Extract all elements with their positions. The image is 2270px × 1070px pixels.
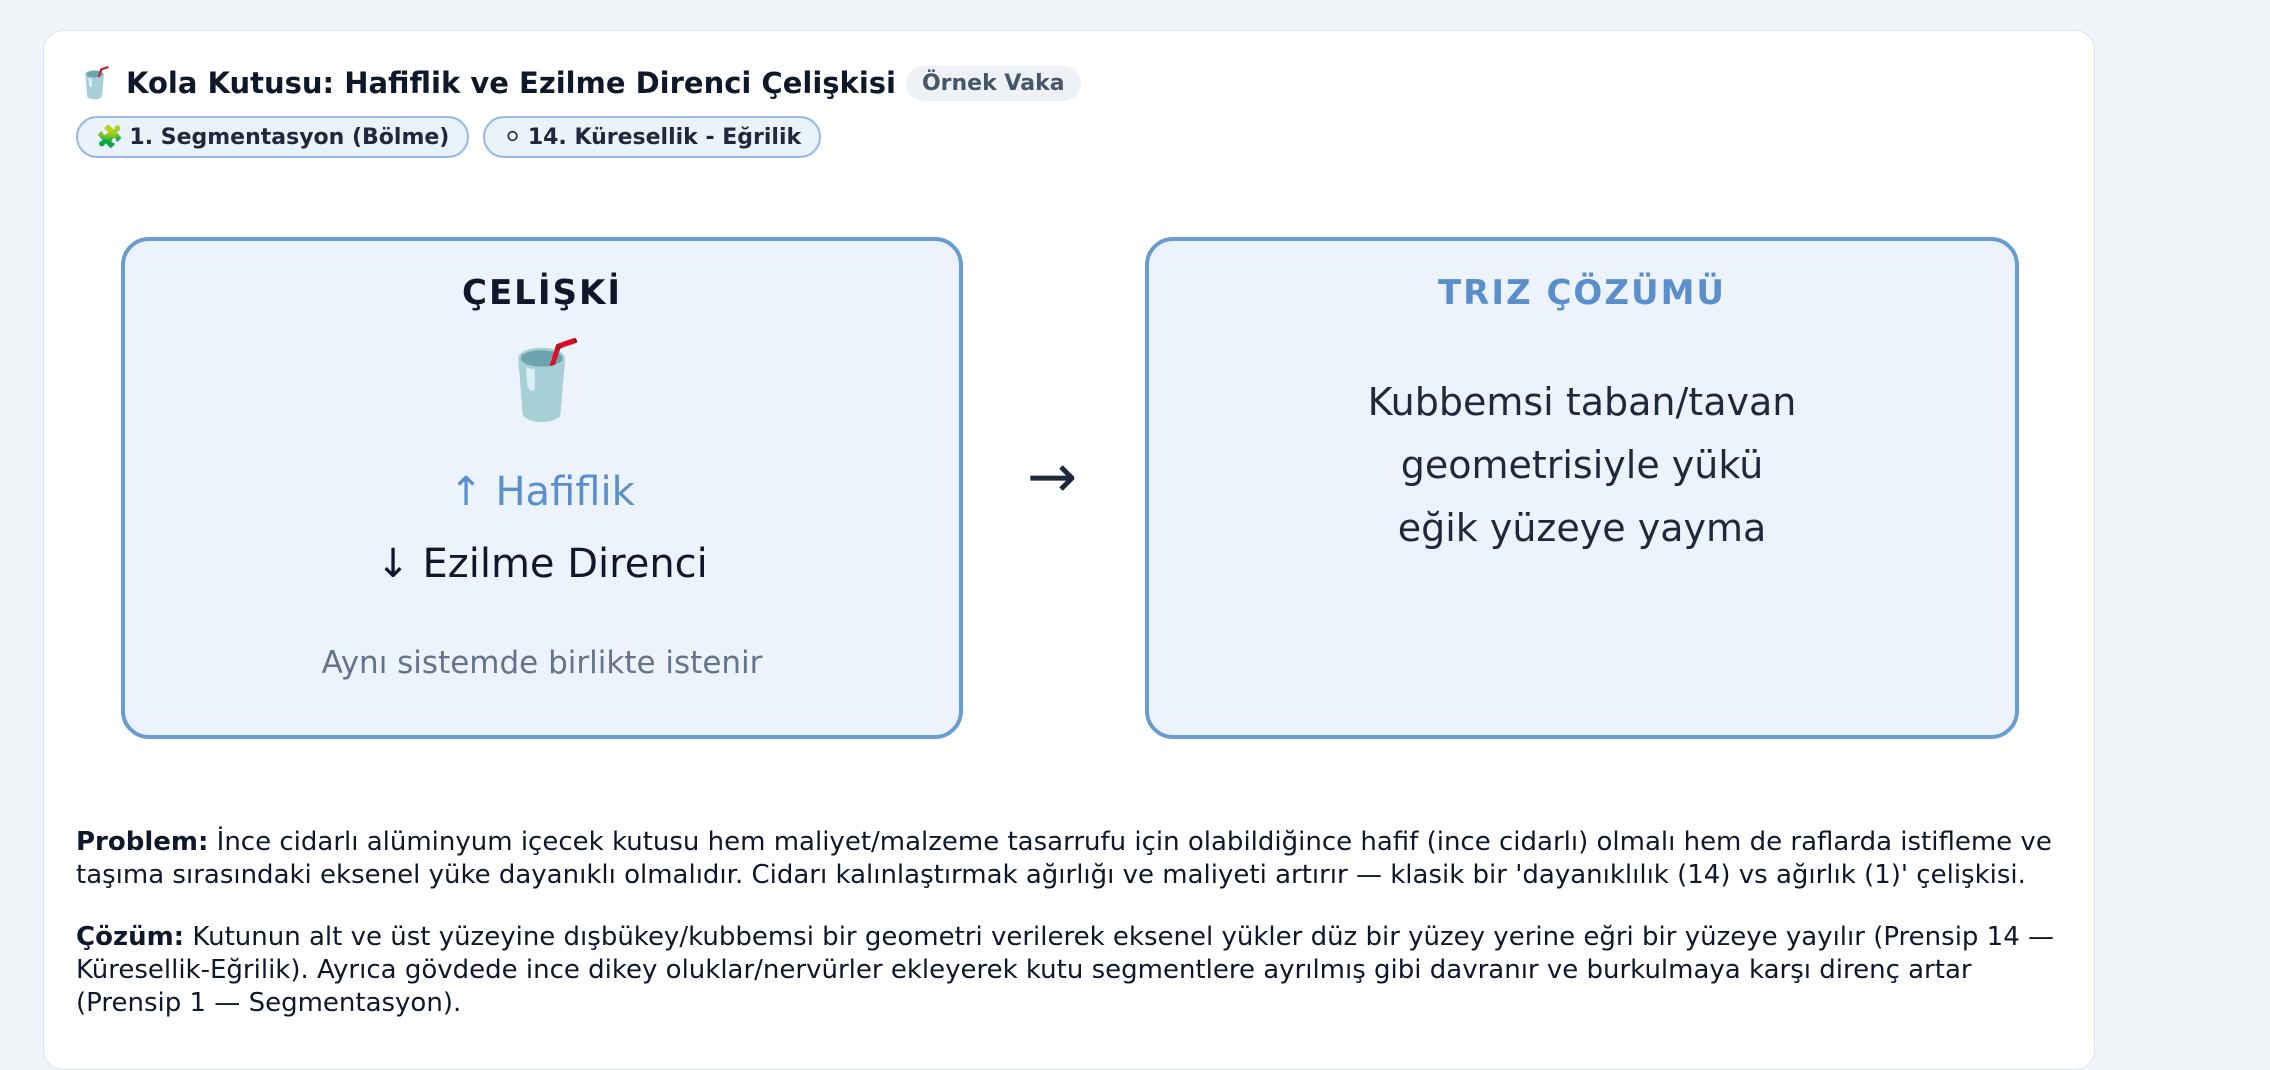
improving-parameter: ↑ Hafiflik <box>449 469 635 515</box>
triz-solution-box <box>1145 237 2019 739</box>
worsening-parameter: ↓ Ezilme Direnci <box>376 541 708 587</box>
triz-solution-heading: TRIZ ÇÖZÜMÜ <box>1437 273 1727 313</box>
solution-line: Kubbemsi taban/tavan <box>1367 380 1797 424</box>
case-title: Kola Kutusu: Hafiflik ve Ezilme Direnci Çelişkisi <box>126 66 896 100</box>
solution-line: geometrisiyle yükü <box>1400 443 1764 487</box>
problem-paragraph <box>76 826 2076 892</box>
contradiction-note: Aynı sistemde birlikte istenir <box>321 645 763 681</box>
principle-tags <box>76 116 835 158</box>
case-header <box>76 61 1081 105</box>
problem-label: Problem: <box>76 827 209 857</box>
principle-tag-sphericity[interactable] <box>483 116 821 158</box>
soda-cup-icon: 🥤 <box>76 65 114 101</box>
principle-tag-label: 14. Küresellik - Eğrilik <box>527 124 802 150</box>
problem-text: İnce cidarlı alüminyum içecek kutusu hem maliyet/malzeme tasarrufu için olabildiğince hafif (ince cidarlı) olmalı hem de raflarda istifleme ve taşıma sırasındaki eksenel yüke dayanıklı olmalıdır. Cidarı kalınlaştırmak ağırlığı ve maliyeti artırır — klasik bir 'dayanıklılık (14) vs ağırlık (1)' çelişkisi. <box>76 827 2052 890</box>
solution-label: Çözüm: <box>76 922 185 952</box>
solution-text: Kutunun alt ve üst yüzeyine dışbükey/kubbemsi bir geometri verilerek eksenel yükler düz bir yüzey yerine eğri bir yüzeye yayılır (Prensip 14 — Küresellik-Eğrilik). Ayrıca gövdede ince dikey oluklar/nervürler ekleyerek kutu segmentlere ayrılmış gibi davranır ve burkulmaya karşı direnç artar (Prensip 1 — Segmentasyon). <box>76 922 2055 1018</box>
white-circle-icon: ⚪ <box>503 124 522 150</box>
soda-cup-icon: 🥤 <box>494 335 590 424</box>
principle-tag-segmentation[interactable] <box>76 116 469 158</box>
arrow-right-icon: → <box>1026 442 1078 512</box>
puzzle-piece-icon: 🧩 <box>96 124 124 150</box>
example-case-badge: Örnek Vaka <box>906 66 1081 101</box>
contradiction-box <box>121 237 963 739</box>
principle-tag-label: 1. Segmentasyon (Bölme) <box>129 124 450 150</box>
triz-solution-text <box>1149 371 2015 560</box>
solution-paragraph <box>76 921 2076 1020</box>
solution-line: eğik yüzeye yayma <box>1397 506 1767 550</box>
contradiction-heading: ÇELİŞKİ <box>462 273 622 313</box>
case-card <box>43 30 2095 1070</box>
